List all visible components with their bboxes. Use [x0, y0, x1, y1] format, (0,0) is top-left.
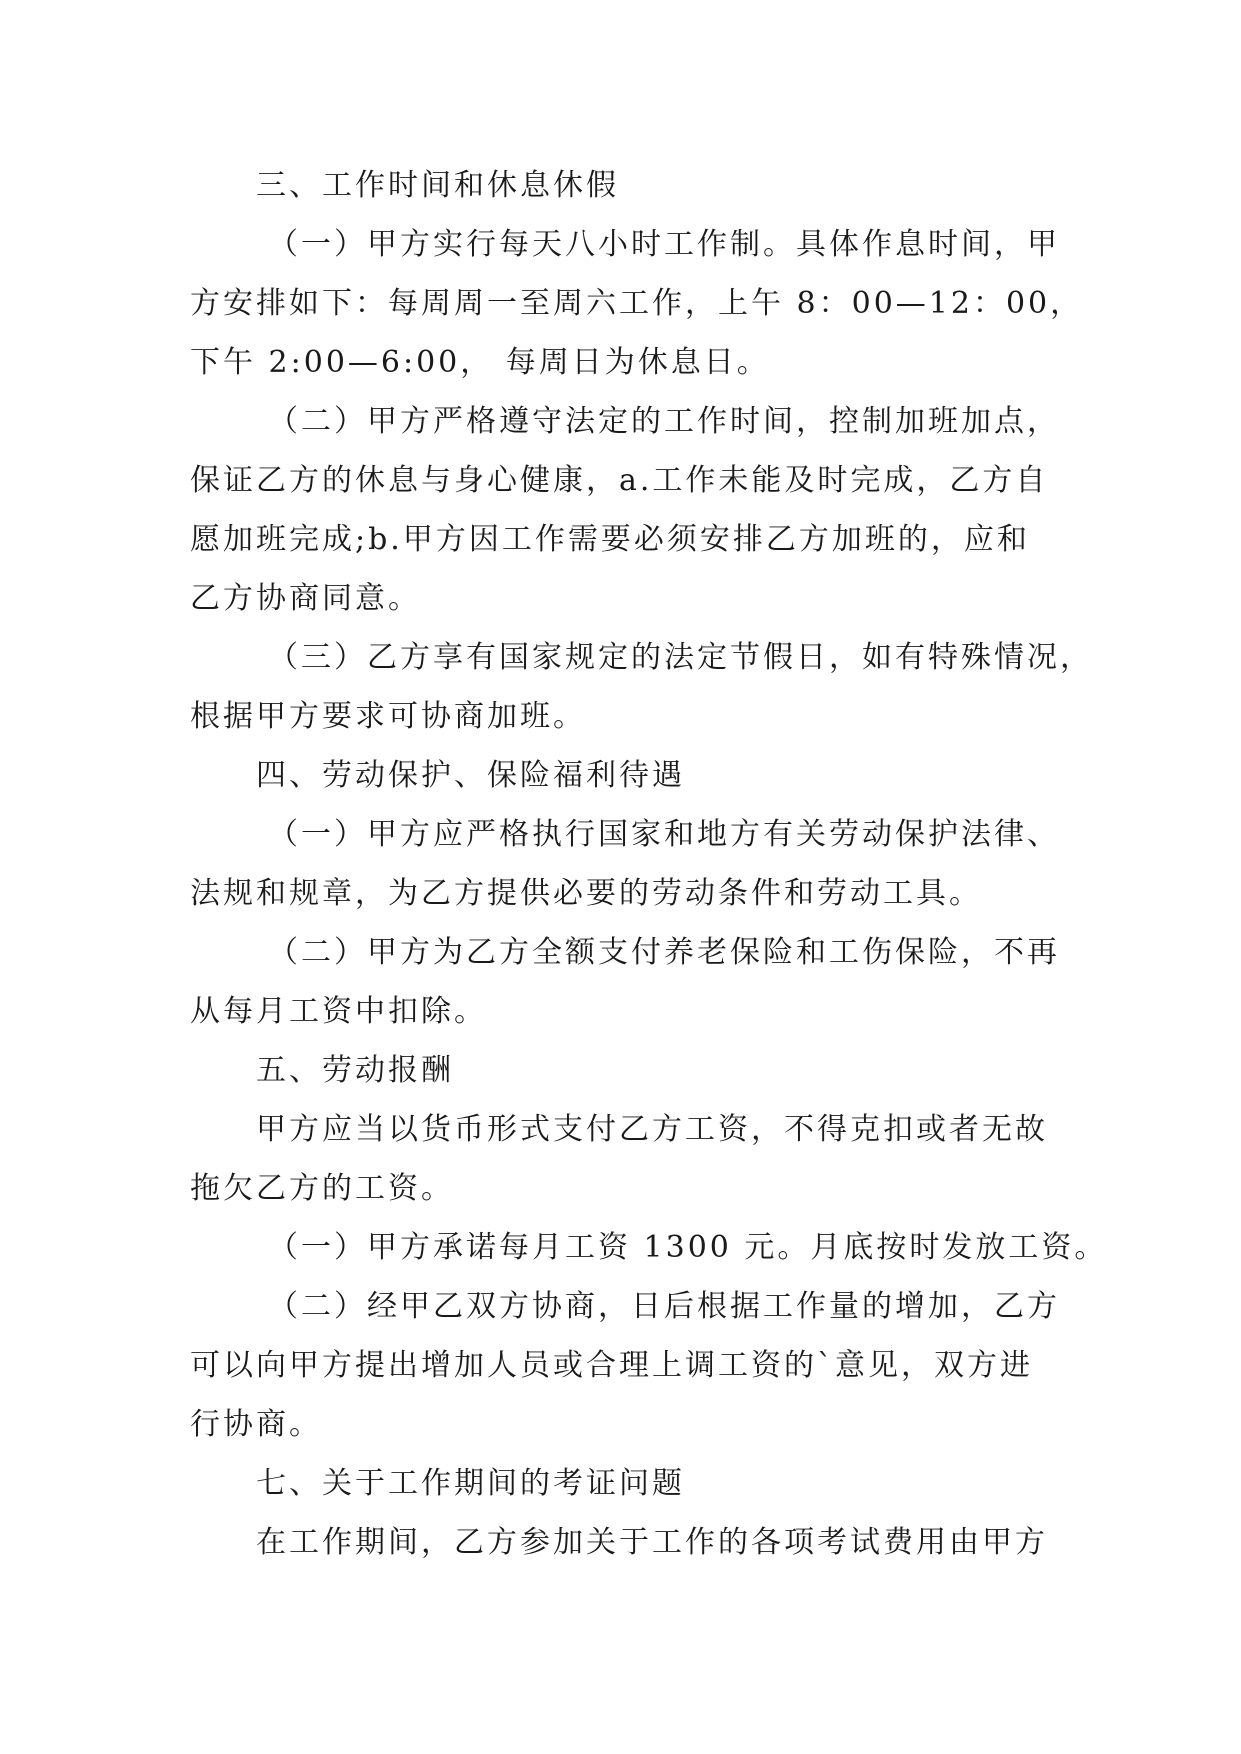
paragraph-line: 甲方应当以货币形式支付乙方工资，不得克扣或者无故: [256, 1112, 1048, 1147]
paragraph-line: 下午 2:00—6:00， 每周日为休息日。: [190, 345, 770, 380]
paragraph-line: 在工作期间，乙方参加关于工作的各项考试费用由甲方: [256, 1525, 1048, 1560]
section-heading: 七、关于工作期间的考证问题: [256, 1466, 685, 1501]
paragraph-line: 法规和规章，为乙方提供必要的劳动条件和劳动工具。: [190, 876, 982, 911]
paragraph-line: 愿加班完成;b.甲方因工作需要必须安排乙方加班的，应和: [190, 522, 1030, 557]
paragraph-line: （一）甲方承诺每月工资 1300 元。月底按时发放工资。: [268, 1230, 1108, 1265]
section-heading: 三、工作时间和休息休假: [256, 168, 619, 203]
paragraph-line: 方安排如下：每周周一至周六工作，上午 8：00—12：00，: [190, 286, 1084, 321]
paragraph-line: （一）甲方实行每天八小时工作制。具体作息时间，甲: [268, 227, 1060, 262]
paragraph-line: （二）甲方严格遵守法定的工作时间，控制加班加点，: [268, 404, 1060, 439]
paragraph-line: （二）经甲乙双方协商，日后根据工作量的增加，乙方: [268, 1289, 1060, 1324]
section-heading: 四、劳动保护、保险福利待遇: [256, 758, 685, 793]
paragraph-line: 拖欠乙方的工资。: [190, 1171, 454, 1206]
paragraph-line: 可以向甲方提出增加人员或合理上调工资的`意见，双方进: [190, 1348, 1033, 1383]
section-heading: 五、劳动报酬: [256, 1053, 454, 1088]
paragraph-line: 行协商。: [190, 1407, 322, 1442]
paragraph-line: 乙方协商同意。: [190, 581, 421, 616]
document-page: [190, 156, 1108, 1572]
paragraph-line: 根据甲方要求可协商加班。: [190, 699, 586, 734]
paragraph-line: （二）甲方为乙方全额支付养老保险和工伤保险，不再: [268, 935, 1060, 970]
paragraph-line: （一）甲方应严格执行国家和地方有关劳动保护法律、: [268, 817, 1060, 852]
paragraph-line: 保证乙方的休息与身心健康，a.工作未能及时完成，乙方自: [190, 463, 1049, 498]
paragraph-line: 从每月工资中扣除。: [190, 994, 487, 1029]
paragraph-line: （三）乙方享有国家规定的法定节假日，如有特殊情况，: [268, 640, 1093, 675]
